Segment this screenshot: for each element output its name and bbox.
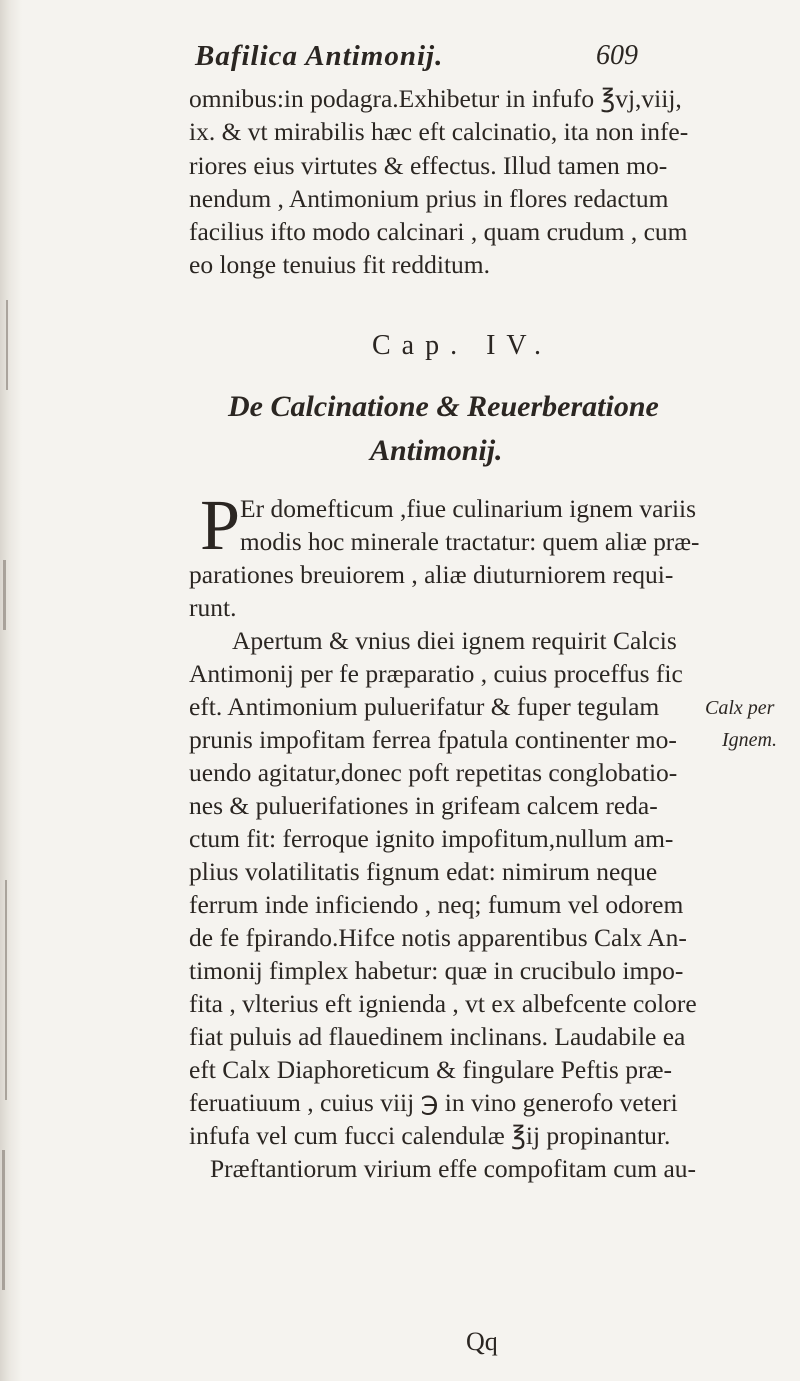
binding-edge-mark [2, 1150, 5, 1290]
chapter-number: Cap. IV. [372, 330, 553, 361]
body-line: eo longe tenuius fit redditum. [189, 250, 490, 279]
body-line: uendo agitatur,donec poft repetitas conglobatio- [189, 758, 678, 787]
binding-edge-mark [3, 560, 6, 630]
body-line: infufa vel cum fucci calendulæ ℥ij propinantur. [189, 1121, 671, 1150]
body-line: feruatiuum , cuius viij ℈ in vino generofo veteri [189, 1088, 678, 1117]
body-line: plius volatilitatis fignum edat: nimirum neque [189, 857, 658, 886]
body-line: Apertum & vnius diei ignem requirit Calcis [232, 626, 677, 655]
page-number: 609 [596, 40, 638, 71]
drop-cap: P [200, 485, 241, 565]
body-line: fita , vlterius eft ignienda , vt ex albefcente colore [189, 989, 697, 1018]
body-line: prunis impofitam ferrea fpatula continenter mo- [189, 725, 677, 754]
body-line: de fe fpirando.Hifce notis apparentibus Calx An- [189, 923, 687, 952]
chapter-title-line: De Calcinatione & Reuerberatione [228, 390, 659, 423]
body-line: eft Calx Diaphoreticum & fingulare Peftis præ- [189, 1055, 672, 1084]
body-line: Er domefticum ,fiue culinarium ignem variis [240, 494, 697, 523]
margin-note: Ignem. [722, 729, 777, 751]
body-line: modis hoc minerale tractatur: quem aliæ præ- [240, 527, 700, 556]
body-line: omnibus:in podagra.Exhibetur in infufo ℥vj,viij, [189, 84, 682, 113]
margin-note: Calx per [705, 697, 775, 719]
body-line: eft. Antimonium puluerifatur & fuper tegulam [189, 692, 660, 721]
running-head [0, 36, 800, 76]
body-line: ferrum inde inficiendo , neq; fumum vel odorem [189, 890, 684, 919]
body-line: Præftantiorum virium effe compofitam cum au- [210, 1154, 697, 1183]
body-line: timonij fimplex habetur: quæ in crucibulo impo- [189, 956, 684, 985]
body-line: ctum fit: ferroque ignito impofitum,nullum am- [189, 824, 674, 853]
running-title: Bafilica Antimonij. [195, 40, 444, 72]
body-line: nes & puluerifationes in grifeam calcem reda- [189, 791, 658, 820]
body-line: parationes breuiorem , aliæ diuturniorem requi- [189, 560, 674, 589]
binding-edge-mark [5, 880, 7, 1100]
body-line: nendum , Antimonium prius in flores redactum [189, 184, 669, 213]
catchword: Qq [466, 1327, 498, 1356]
body-line: ix. & vt mirabilis hæc eft calcinatio, ita non infe- [189, 117, 689, 146]
chapter-title-line: Antimonij. [370, 434, 503, 467]
binding-edge-mark [6, 300, 8, 390]
body-line: runt. [189, 593, 237, 622]
body-line: fiat puluis ad flauedinem inclinans. Laudabile ea [189, 1022, 686, 1051]
body-line: riores eius virtutes & effectus. Illud tamen mo- [189, 151, 668, 180]
body-line: facilius ifto modo calcinari , quam crudum , cum [189, 217, 688, 246]
body-line: Antimonij per fe præparatio , cuius proceffus fic [189, 659, 683, 688]
